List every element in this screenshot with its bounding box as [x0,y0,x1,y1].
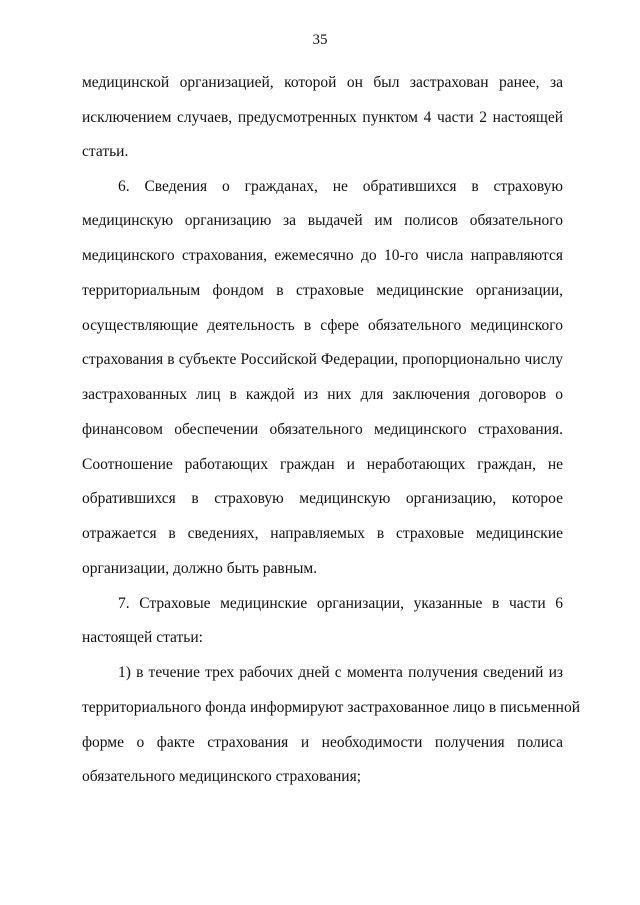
text-line: медицинского страхования, ежемесячно до 10-го числа направляются [82,247,563,264]
paragraph-7-start: 7. Страховые медицинские организации, указанные в части 6 [118,595,563,612]
text-line: исключением случаев, предусмотренных пунктом 4 части 2 настоящей [82,109,563,126]
text-line: статьи. [82,143,129,160]
text-line: осуществляющие деятельность в сфере обязательного медицинского [82,317,563,334]
text-line: страхования в субъекте Российской Федерации, пропорционально числу [82,351,563,368]
paragraph-6-start: 6. Сведения о гражданах, не обратившихся в страховую [118,178,563,195]
page-number: 35 [312,32,328,48]
text-line: территориального фонда информируют застрахованное лицо в письменной [82,699,580,716]
text-line: обязательного медицинского страхования; [82,768,361,785]
text-line: организации, должно быть равным. [82,560,318,577]
text-line: отражается в сведениях, направляемых в страховые медицинские [82,525,563,542]
text-line: территориальным фондом в страховые медицинские организации, [82,282,563,299]
text-line: медицинскую организацию за выдачей им полисов обязательного [82,212,563,229]
text-line: финансовом обеспечении обязательного медицинского страхования. [82,421,563,438]
text-line: обратившихся в страховую медицинскую организацию, которое [82,490,563,507]
text-line: настоящей статьи: [82,629,203,646]
list-item-1-start: 1) в течение трех рабочих дней с момента получения сведений из [118,664,563,681]
text-line: медицинской организацией, которой он был застрахован ранее, за [82,74,563,91]
text-line: застрахованных лиц в каждой из них для заключения договоров о [82,386,563,403]
text-line: Соотношение работающих граждан и неработающих граждан, не [82,456,563,473]
text-line: форме о факте страхования и необходимости получения полиса [82,734,563,751]
